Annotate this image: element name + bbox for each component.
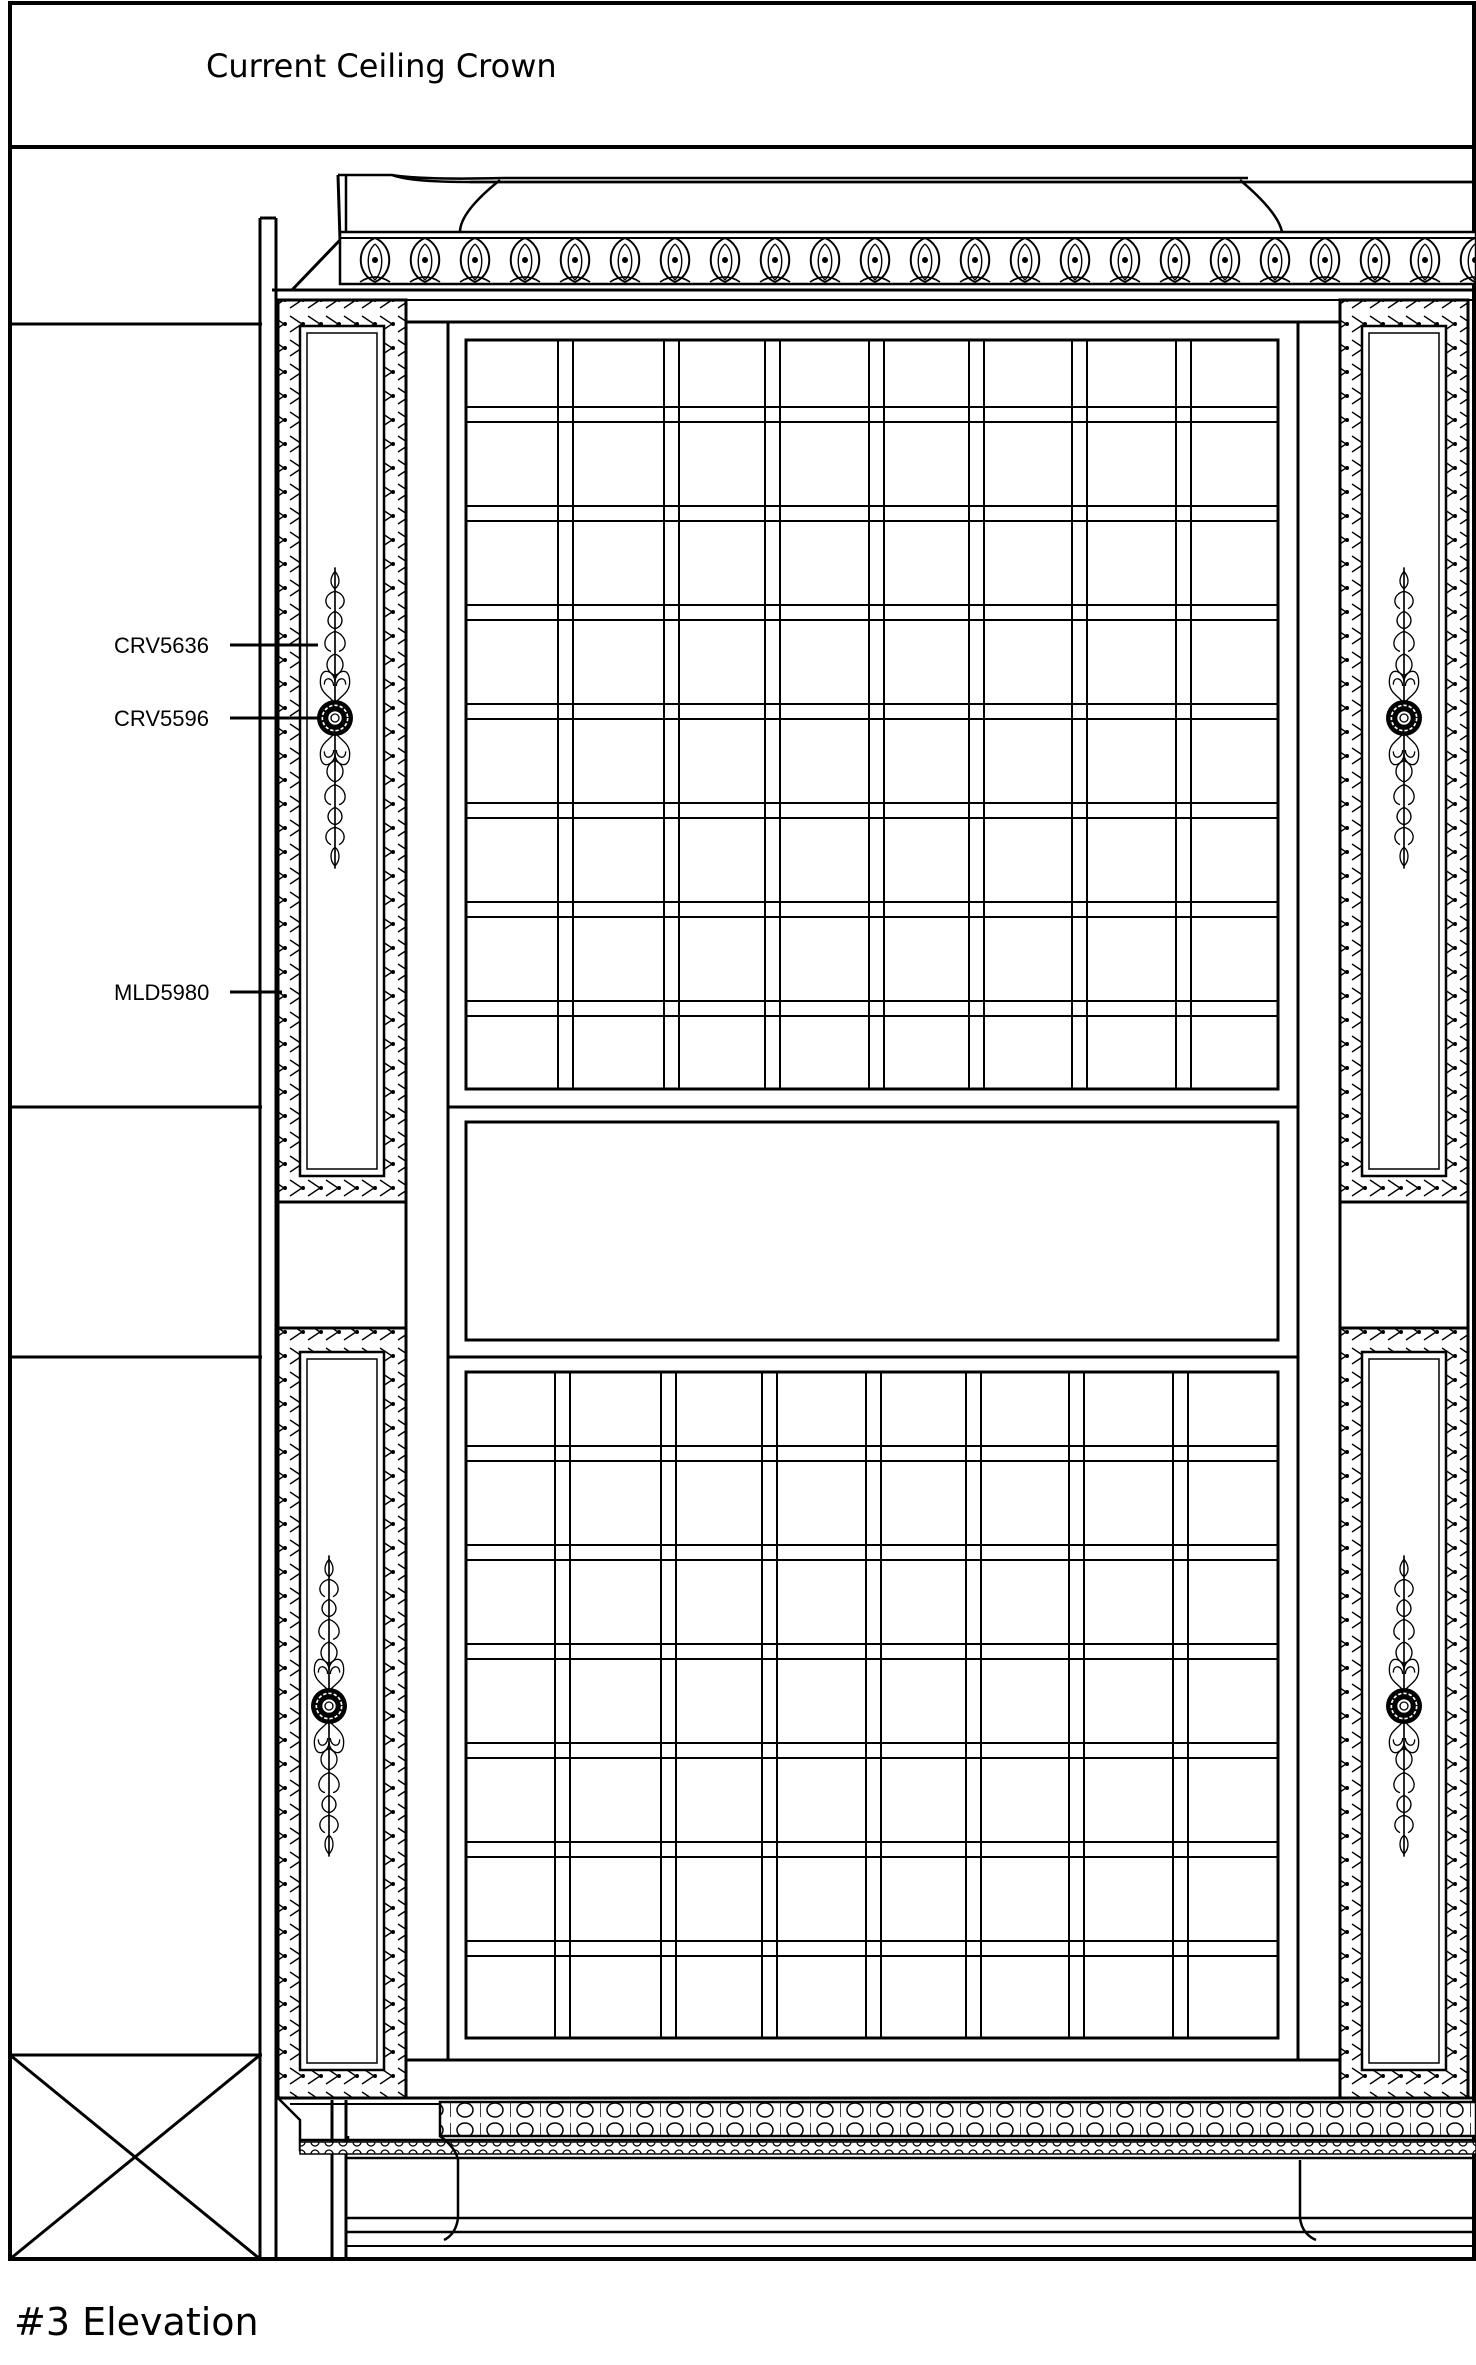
right-pilaster: [1340, 300, 1468, 2098]
elevation-caption: #3 Elevation: [14, 2300, 259, 2344]
upper-sash: [466, 340, 1278, 1089]
ceiling-crown-label: Current Ceiling Crown: [206, 47, 557, 85]
callout-label-crv5596: CRV5596: [114, 706, 209, 731]
left-pilaster: [278, 300, 406, 2098]
transom-panel: [466, 1122, 1278, 1340]
window-crown-moulding: [272, 175, 1476, 300]
lower-sash: [466, 1372, 1278, 2038]
callout-label-crv5636: CRV5636: [114, 633, 209, 658]
window-sill-moulding: [278, 2098, 1476, 2246]
callout-mld5980: [114, 980, 282, 1005]
callout-label-mld5980: MLD5980: [114, 980, 210, 1005]
window-frame: [406, 322, 1340, 2060]
